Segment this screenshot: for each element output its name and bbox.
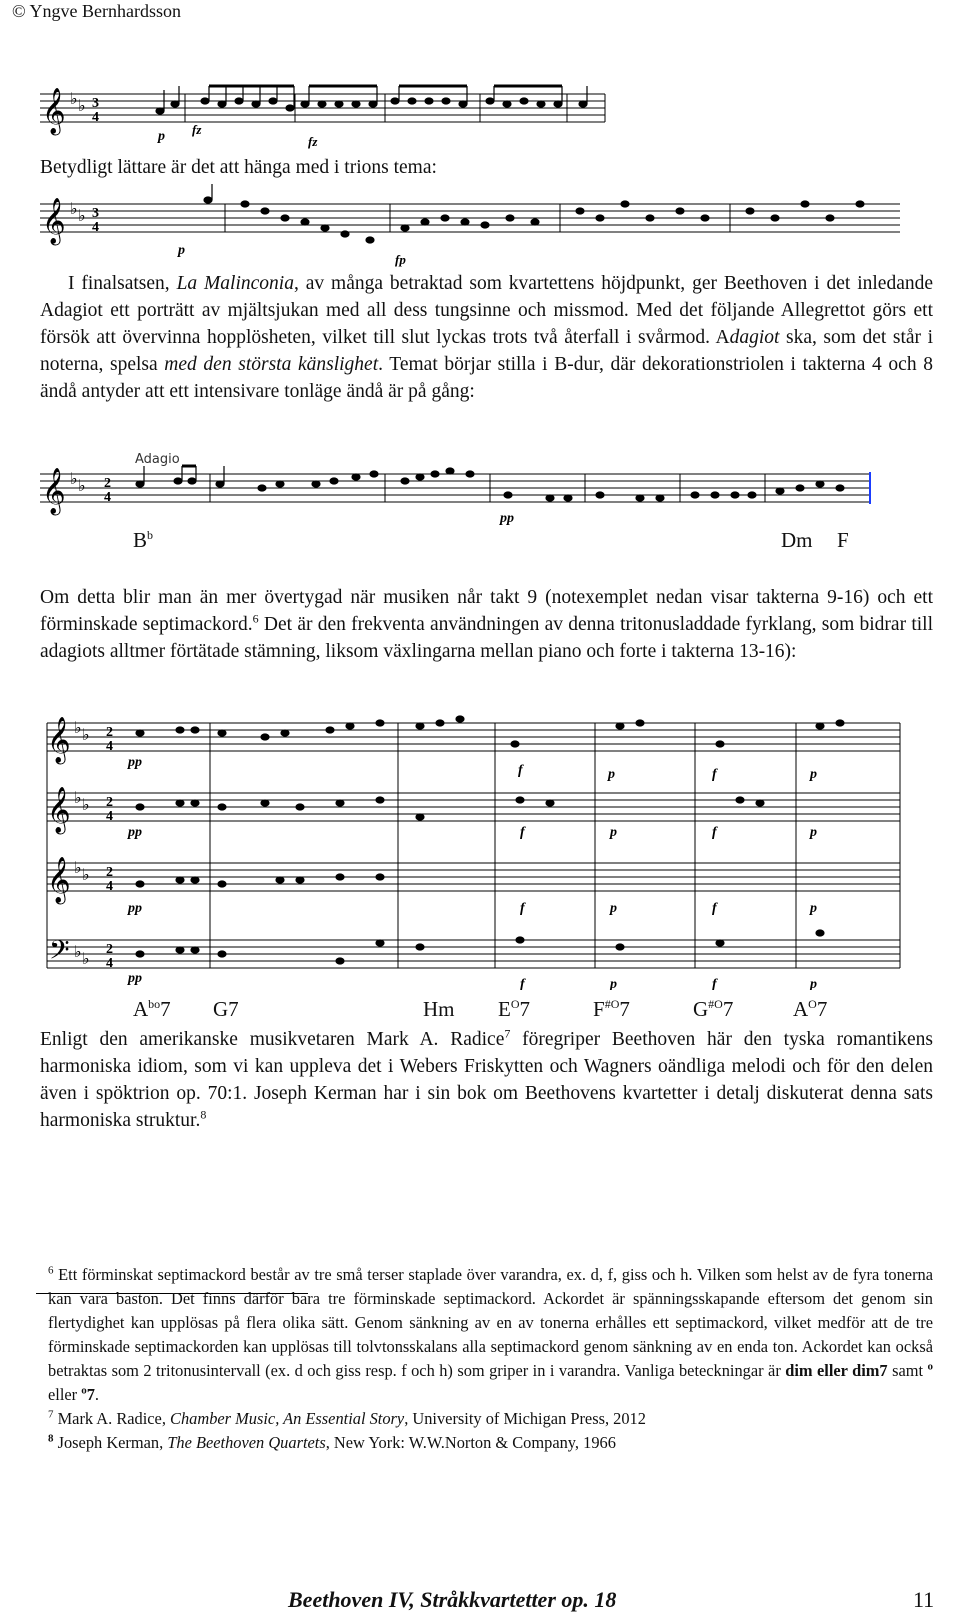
svg-text:♭: ♭ <box>70 89 78 108</box>
svg-text:4: 4 <box>92 110 99 125</box>
chord-d-minor: Dm <box>781 528 813 552</box>
staff-notation <box>40 460 885 530</box>
svg-text:p: p <box>610 977 617 990</box>
svg-text:2: 2 <box>104 476 111 491</box>
svg-text:♭: ♭ <box>70 469 78 488</box>
svg-text:2: 2 <box>106 795 113 810</box>
svg-text:pp: pp <box>128 971 142 986</box>
svg-text:f: f <box>520 977 525 990</box>
svg-text:pp: pp <box>128 825 142 840</box>
svg-text:pp: pp <box>128 901 142 916</box>
svg-text:♭: ♭ <box>74 788 82 807</box>
svg-text:4: 4 <box>106 879 113 894</box>
staff-notation <box>40 182 910 267</box>
svg-text:♭: ♭ <box>82 865 90 884</box>
trio-intro-text <box>40 154 933 181</box>
radice-text: Enligt den amerikanske musikvetaren Mark A. Radice$^7$ föregriper Beethoven här den tyska romantikens harmoniska idiom, som vi kan uppleva det i Webers Friskytten och Wagners oändliga melodi och för den delen även i spöktrion op. 70:1. Joseph Kerman har i sin bok om Beethovens kvartetter i detalj diskuterat denna sats harmoniska struktur.$^8$ <box>40 1026 933 1131</box>
svg-text:pp: pp <box>500 511 514 526</box>
radice-paragraph <box>40 1026 933 1134</box>
svg-text:f: f <box>518 763 523 778</box>
svg-text:p: p <box>608 767 615 782</box>
footnote-ref-6[interactable]: 6 <box>252 611 259 626</box>
svg-text:♭: ♭ <box>74 718 82 737</box>
movement-title: La Malinconia <box>176 273 294 294</box>
staff-notation <box>40 80 610 150</box>
music-example-1 <box>40 80 610 150</box>
svg-text:p: p <box>810 901 817 916</box>
chord-a-dim7: $A^O7$ <box>793 997 828 1021</box>
footnotes <box>48 1263 933 1455</box>
svg-text:f: f <box>520 825 525 840</box>
svg-text:f: f <box>520 901 525 916</box>
chord-labels-theme <box>0 527 960 553</box>
footnote-7: $^7$ Mark A. Radice, Chamber Music, An Essential Story, University of Michigan Press, 2012 <box>48 1408 646 1428</box>
svg-text:3: 3 <box>92 96 99 111</box>
svg-text:♭: ♭ <box>82 725 90 744</box>
svg-text:♭: ♭ <box>74 942 82 961</box>
svg-text:p: p <box>810 825 817 840</box>
svg-text:2: 2 <box>106 725 113 740</box>
chord-h-minor: Hm <box>423 997 455 1021</box>
chord-g7: G7 <box>213 997 239 1021</box>
svg-text:♭: ♭ <box>74 858 82 877</box>
svg-text:𝄞: 𝄞 <box>47 857 71 903</box>
trio-intro-sentence: Betydligt lättare är det att hänga med i trions tema: <box>40 157 437 178</box>
svg-text:fz: fz <box>192 122 202 137</box>
chord-f: F <box>837 528 849 552</box>
svg-text:𝄞: 𝄞 <box>42 88 66 134</box>
svg-text:fz: fz <box>308 134 318 149</box>
svg-text:pp: pp <box>128 755 142 770</box>
svg-text:4: 4 <box>92 220 99 235</box>
finale-paragraph <box>40 270 933 405</box>
bars-9-16-text: Om detta blir man än mer övertygad när musiken når takt 9 (notexemplet nedan visar takterna 9-16) och ett förminskade septimackord.$^6$ Det är den frekventa användningen av denna tritonusladdade fyrklang, som bidrar till adagiots alltmer förtätade stämning, liksom växlingarna mellan piano och forte i takterna 13-16): <box>40 587 933 662</box>
svg-text:p: p <box>810 767 817 782</box>
svg-text:f: f <box>712 977 717 990</box>
footnote-6: $^6$ Ett förminskat septimackord består av tre små terser staplade över varandra, ex. d, f, giss och h. Vilken som helst av de fyra tonerna kan vara baston. Det finns därför bara tre förminskade septimackord. Ackordet är spänningsskapande eftersom det genom sin flertydighet kan upplösas på flera olika sätt. Genom sänkning av en av tonerna erhålles ett septimackord, vilket medför att de tre förminskade septimackorden kan upplösas till tolvtonsskalans alla septimackord genom sänkning av en enda ton. Ackordet kan också betraktas som 2 tritonusintervall (ex. d och giss resp. f och h) som griper in i varandra. Vanliga beteckningar är dim eller dim7 samt $^o$ eller $^o$7. <box>48 1264 933 1404</box>
svg-text:4: 4 <box>106 809 113 824</box>
quartet-score <box>40 698 910 990</box>
svg-text:p: p <box>178 243 185 258</box>
svg-text:p: p <box>610 901 617 916</box>
svg-text:2: 2 <box>106 865 113 880</box>
svg-text:f: f <box>712 825 717 840</box>
svg-text:4: 4 <box>104 490 111 505</box>
svg-text:2: 2 <box>106 942 113 957</box>
svg-text:4: 4 <box>106 739 113 754</box>
bars-9-16-paragraph <box>40 584 933 665</box>
chord-e-dim7: $E^O7$ <box>498 997 530 1021</box>
svg-text:♭: ♭ <box>78 476 86 495</box>
copyright-notice: © Yngve Bernhardsson <box>12 1 181 21</box>
tempo-marking: Adagio <box>135 452 180 467</box>
svg-text:♭: ♭ <box>82 949 90 968</box>
svg-text:fp: fp <box>395 252 406 267</box>
svg-text:f: f <box>712 767 717 782</box>
svg-text:𝄞: 𝄞 <box>47 717 71 763</box>
svg-text:4: 4 <box>106 956 113 971</box>
svg-text:p: p <box>610 825 617 840</box>
finale-text: I finalsatsen, La Malinconia, av många betraktad som kvartettens höjdpunkt, ger Beethoven i det inledande Adagiot ett porträtt av mjältsjukan med all dess tungsinne och missmod. Med det följande Allegrettot görs ett försök att övervinna hopplösheten, vilket till slut lyckas trots två återfall i svårmod. Adagiot ska, som det står i noterna, spelsa med den största känslighet. Temat börjar stilla i B-dur, där dekorationstriolen i takterna 4 och 8 ändå antyder att ett intensivare tonläge ändå är på gång: <box>40 273 933 402</box>
footer-title: Beethoven IV, Stråkkvartetter op. 18 <box>288 1587 617 1612</box>
expression-marking: med den största känslighet <box>164 354 379 375</box>
footnote-ref-7[interactable]: 7 <box>504 1026 511 1041</box>
svg-text:♭: ♭ <box>78 96 86 115</box>
music-example-quartet <box>40 698 910 990</box>
footnote-ref-8[interactable]: 8 <box>200 1107 207 1122</box>
svg-text:p: p <box>810 977 817 990</box>
svg-text:♭: ♭ <box>70 199 78 218</box>
svg-text:p: p <box>158 129 165 144</box>
chord-f-sharp-dim7: $F^{\#O}7$ <box>593 997 630 1021</box>
chord-labels-quartet <box>0 996 960 1022</box>
page-number: 11 <box>913 1587 935 1612</box>
svg-text:𝄢: 𝄢 <box>49 934 70 972</box>
svg-text:♭: ♭ <box>78 206 86 225</box>
svg-text:𝄞: 𝄞 <box>47 787 71 833</box>
chord-b-flat: $B^b$ <box>133 528 154 552</box>
music-example-2 <box>40 182 910 267</box>
chord-g-sharp-dim7: $G^{\#O}7$ <box>693 997 734 1021</box>
svg-text:𝄞: 𝄞 <box>42 468 66 514</box>
svg-text:3: 3 <box>92 206 99 221</box>
music-example-3 <box>40 460 885 530</box>
svg-text:f: f <box>712 901 717 916</box>
footnote-8: $^8$ Joseph Kerman, The Beethoven Quartets, New York: W.W.Norton & Company, 1966 <box>48 1432 616 1452</box>
svg-text:𝄞: 𝄞 <box>42 198 66 244</box>
chord-a-flat-dim7: $A^{bo}7$ <box>133 997 171 1021</box>
svg-text:♭: ♭ <box>82 795 90 814</box>
